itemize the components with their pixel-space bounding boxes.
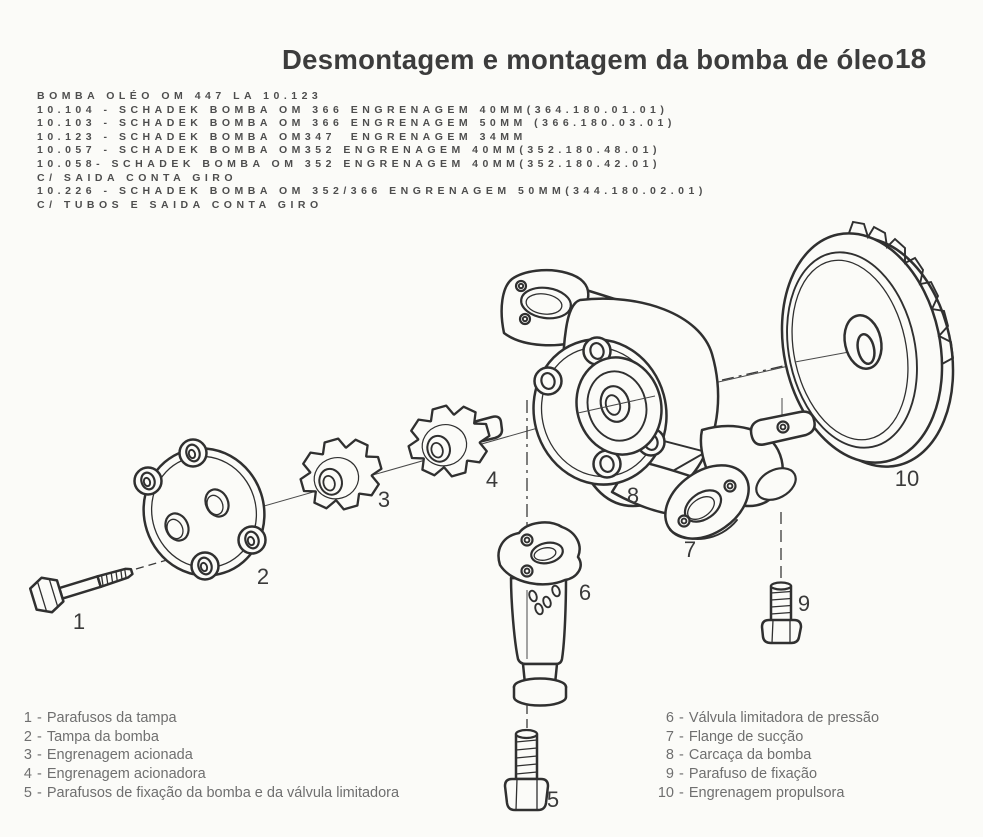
spec-line: BOMBA OLÉO OM 447 LA 10.123 xyxy=(37,90,323,102)
legend-separator: - xyxy=(679,784,684,801)
spec-line: 10.104 - SCHADEK BOMBA OM 366 ENGRENAGEM 40MM(364.180.01.01) xyxy=(37,103,669,116)
legend-num: 2 xyxy=(23,728,32,745)
legend-num: 1 xyxy=(23,710,32,726)
spec-line: 10.057 - SCHADEK BOMBA OM352 ENGRENAGEM 40MM(352.180.48.01) xyxy=(37,144,661,157)
fixing-bolt-9 xyxy=(762,512,801,643)
callout-5: 5 xyxy=(546,787,560,812)
legend-num: 7 xyxy=(665,728,674,745)
legend-label: Parafuso de fixação xyxy=(688,766,818,783)
legend-separator: - xyxy=(679,766,684,783)
spec-line: 10.226 - SCHADEK BOMBA OM 352/366 ENGRENAGEM 50MM(344.180.02.01) xyxy=(37,185,707,198)
legend-item xyxy=(650,765,879,784)
callout-8: 8 xyxy=(626,483,640,508)
page-number: 18 xyxy=(895,43,927,74)
spec-line: 10.103 - SCHADEK BOMBA OM 366 ENGRENAGEM 50MM (366.180.03.01) xyxy=(37,117,676,130)
legend-label: Parafusos de fixação da bomba e da válvula limitadora xyxy=(46,784,400,801)
legend-num: 6 xyxy=(665,710,674,726)
legend-item xyxy=(20,746,399,765)
legend-label: Flange de sucção xyxy=(688,728,804,745)
legend-separator: - xyxy=(679,728,684,745)
legend-num: 5 xyxy=(23,784,32,801)
legend-num: 8 xyxy=(665,747,674,764)
legend-item xyxy=(20,709,399,728)
legend-num: 10 xyxy=(657,784,674,801)
spec-line: C/ TUBOS E SAIDA CONTA GIRO xyxy=(37,198,323,211)
legend-item xyxy=(20,765,399,784)
legend-label: Tampa da bomba xyxy=(46,728,159,745)
legend-item xyxy=(650,784,879,803)
callout-1: 1 xyxy=(72,609,86,634)
legend-separator: - xyxy=(679,747,684,764)
legend-right xyxy=(650,709,879,803)
spec-line: C/ SAIDA CONTA GIRO xyxy=(37,171,238,184)
legend-separator: - xyxy=(37,784,42,801)
callout-7: 7 xyxy=(683,537,697,562)
legend-num: 4 xyxy=(23,766,32,783)
legend-label: Engrenagem acionada xyxy=(46,747,193,764)
callout-3: 3 xyxy=(377,487,391,512)
legend-item xyxy=(20,784,399,803)
legend-label: Válvula limitadora de pressão xyxy=(688,710,880,726)
legend-label: Engrenagem acionadora xyxy=(46,766,206,783)
legend-label: Carcaça da bomba xyxy=(688,747,812,764)
axis-dashes-housing-to-gear xyxy=(722,364,792,380)
callout-6: 6 xyxy=(578,580,592,605)
callout-4: 4 xyxy=(485,467,499,492)
legend-item xyxy=(650,709,879,728)
legend-item xyxy=(20,728,399,747)
callout-10: 10 xyxy=(894,466,920,491)
driven-gear-3 xyxy=(293,429,390,518)
fixing-bolt-5 xyxy=(505,705,548,810)
legend-separator: - xyxy=(679,710,684,726)
legend-item xyxy=(650,746,879,765)
legend-separator: - xyxy=(37,728,42,745)
legend-num: 3 xyxy=(23,747,32,764)
callout-9: 9 xyxy=(797,591,811,616)
page-title: Desmontagem e montagem da bomba de óleo xyxy=(282,44,895,75)
drive-gear-10 xyxy=(762,218,974,481)
legend-separator: - xyxy=(37,747,42,764)
legend-num: 9 xyxy=(665,766,674,783)
callout-2: 2 xyxy=(256,564,270,589)
spec-line: 10.123 - SCHADEK BOMBA OM347 ENGRENAGEM 34MM xyxy=(37,130,527,143)
legend-left xyxy=(20,709,399,803)
legend-label: Engrenagem propulsora xyxy=(688,784,845,801)
legend-separator: - xyxy=(37,766,42,783)
pump-housing-8 xyxy=(502,270,801,554)
legend-label: Parafusos da tampa xyxy=(46,710,177,726)
spec-line: 10.058- SCHADEK BOMBA OM 352 ENGRENAGEM 40MM(352.180.42.01) xyxy=(37,157,661,170)
driving-gear-4 xyxy=(401,396,498,485)
legend-item xyxy=(650,728,879,747)
cover-bolt-1 xyxy=(28,552,136,616)
legend-separator: - xyxy=(37,710,42,726)
